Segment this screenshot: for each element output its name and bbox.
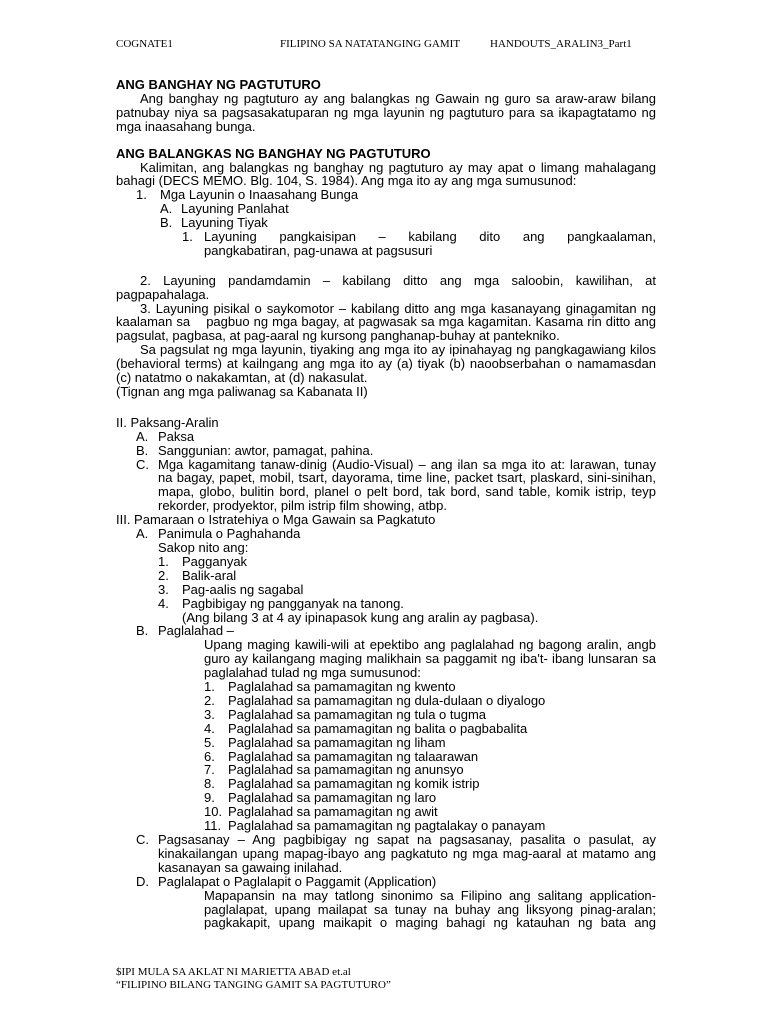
list-number: 8. (204, 776, 215, 792)
list-item (116, 597, 656, 611)
paragraph-saykomotor: 3. Layuning pisikal o saykomotor – kabilang ditto ang mga kasanayang ginagamitan ng kaalaman sa pagbuo ng mga bagay, at pagwasak sa mga kagamitan. Kasama rin ditto ang pagsulat, pagbasa, at pag-aaral ng kursong panghanap-buhay at pantekniko. (116, 300, 660, 344)
list-text: Paglalahad sa pamamagitan ng pagtalakay o panayam (228, 818, 546, 834)
list-text: Paglalahad sa pamamagitan ng tula o tugma (228, 706, 487, 722)
paragraph-paglalahad-text: Upang maging kawili-wili at epektibo ang paglalahad ng bagong aralin, angb guro ay kailangang maging malikhain sa paggamit ng iba't- ibang lunsaran sa paglalahad tulad ng mga sumusunod: (204, 637, 656, 681)
list-number: 1. (136, 187, 147, 203)
list-item (116, 791, 656, 805)
list-letter: A. (136, 428, 149, 444)
sakop-text: Sakop nito ang: (158, 539, 249, 555)
list-item (116, 694, 656, 708)
list-item (116, 569, 656, 583)
list-item-panlahat (116, 202, 656, 216)
paragraph-pandamdamin: 2. Layuning pandamdamin – kabilang ditto ang mga saloobin, kawilihan, at pagpapahalaga. (116, 272, 656, 302)
list-item (116, 777, 656, 791)
list-item (116, 555, 656, 569)
list-number: 2. (158, 567, 169, 583)
list-number: 1. (204, 679, 215, 695)
list-item-pagsasanay (116, 833, 656, 875)
list-number: 1. (158, 553, 169, 569)
note-text: (Ang bilang 3 at 4 ay ipinapasok kung ang aralin ay pagbasa). (182, 609, 539, 625)
list-item (116, 708, 656, 722)
list-text: Layuning Tiyak (181, 215, 268, 231)
list-text: Paglalahad sa pamamagitan ng awit (228, 804, 438, 820)
paragraph-paglalapat: Mapapansin na may tatlong sinonimo sa Filipino ang salitang application- paglalapat, upang mailapat sa tunay na buhay ang liksyong pinag-aralan; pagkakapit, upang maikapit o maging bahagi ng katauhan ng bata ang (204, 887, 656, 931)
document-body (116, 77, 660, 931)
list-text: Paglalahad sa pamamagitan ng anunsyo (228, 762, 464, 778)
list-text: Paglalahad sa pamamagitan ng liham (228, 734, 446, 750)
list-letter: B. (160, 215, 173, 231)
list-item-sanggunian (116, 444, 656, 458)
list-number: 11. (204, 818, 222, 834)
list-text: Mga Layunin o Inaasahang Bunga (160, 187, 359, 203)
list-text: Paglalahad sa pamamagitan ng laro (228, 790, 437, 806)
section-heading-balangkas: ANG BALANGKAS NG BANGHAY NG PAGTUTURO (116, 145, 431, 161)
list-number: 2. (204, 692, 215, 708)
list-text: Paglalahad sa pamamagitan ng kwento (228, 679, 456, 695)
list-number: 10. (204, 804, 223, 820)
list-text: Paglalahad sa pamamagitan ng balita o pagbabalita (228, 720, 528, 736)
list-item-tiyak (116, 216, 656, 230)
list-item (116, 722, 656, 736)
list-text: Paglalahad sa pamamagitan ng dula-dulaan o diyalogo (228, 692, 546, 708)
list-letter: B. (136, 623, 149, 639)
list-text: Paglalahad sa pamamagitan ng talaarawan (228, 748, 479, 764)
list-item-paglalahad (116, 624, 656, 638)
list-letter: A. (136, 526, 149, 542)
paglalahad-list (116, 680, 656, 833)
list-text: Paglalahad sa pamamagitan ng komik istrip (228, 776, 480, 792)
list-item (116, 680, 656, 694)
list-number: 4. (204, 720, 215, 736)
footer-line1: $IPI MULA SA AKLAT NI MARIETTA ABAD et.al (116, 966, 351, 978)
list-item-kagamitan (116, 458, 656, 514)
section-heading-paksang-aralin: II. Paksang-Aralin (116, 414, 219, 430)
list-item (116, 763, 656, 777)
list-text: Panimula o Paghahanda (158, 526, 301, 542)
list-text: Layuning Panlahat (181, 201, 289, 217)
list-item-panimula (116, 527, 656, 541)
list-text: Pagbibigay ng pangganyak na tanong. (182, 595, 404, 611)
list-text-line2: pangkabatiran, pag-unawa at pagsusuri (204, 242, 433, 258)
list-item-paglalapat (116, 875, 656, 889)
list-number: 6. (204, 748, 215, 764)
list-text: Balik-aral (182, 567, 237, 583)
list-text-line1: Layuning pangkaisipan – kabilang dito ang pangkaalaman, (204, 229, 656, 245)
list-number: 5. (204, 734, 215, 750)
list-item-layunin (116, 188, 656, 202)
list-item (116, 583, 656, 597)
paragraph-pagsulat: Sa pagsulat ng mga layunin, tiyaking ang mga ito ay ipinahayag ng pangkagawiang kilos (behavioral terms) at kailngang ang mga ito ay (a) tiyak (b) naoobserbahan o namamasdan (c) natatmo o nakakamtan, at (d) nakasulat. (116, 342, 656, 386)
list-letter: B. (136, 442, 149, 458)
list-number: 1. (182, 229, 193, 245)
header-right: HANDOUTS_ARALIN3_Part1 (490, 38, 632, 50)
paragraph-balangkas-intro: Kalimitan, ang balangkas ng banghay ng pagtuturo ay may apat o limang mahalagang bahagi (DECS MEMO. Blg. 104, S. 1984). Ang mga ito ay ang mga sumusunod: (116, 159, 656, 189)
header-left: COGNATE1 (116, 38, 173, 50)
list-number: 4. (158, 595, 169, 611)
list-letter: C. (136, 456, 149, 472)
list-text: Sanggunian: awtor, pamagat, pahina. (158, 442, 374, 458)
list-item (116, 750, 656, 764)
list-text: Pagsasanay – Ang pagbibigay ng sapat na pagsasanay, pasalita o pasulat, ay kinakailangan upang mapag-ibayo ang pagkatuto ng mga mag-aaral at matamo ang kasanayan sa gawaing inilahad. (158, 832, 656, 875)
list-item (116, 819, 656, 833)
header-center: FILIPINO SA NATATANGING GAMIT (280, 38, 461, 50)
list-text: Paglalapat o Paglalapit o Paggamit (Application) (158, 873, 437, 889)
list-text: Pagganyak (182, 553, 248, 569)
list-number: 7. (204, 762, 215, 778)
paragraph-banghay: Ang banghay ng pagtuturo ay ang balangkas ng Gawain ng guro sa araw-araw bilang patnubay niya sa pagsasakatuparan ng mga layunin ng pagtuturo para sa ikapagtatamo ng mga inaasahang bunga. (116, 90, 656, 134)
list-text: Paglalahad – (158, 623, 234, 639)
list-letter: D. (136, 873, 149, 889)
paragraph-paglalahad (116, 638, 656, 680)
list-text: Paksa (158, 428, 195, 444)
paragraph-tignan: (Tignan ang mga paliwanag sa Kabanata II) (116, 384, 368, 400)
list-letter: C. (136, 832, 149, 847)
section-heading-pamaraan: III. Pamaraan o Istratehiya o Mga Gawain sa Pagkatuto (116, 512, 436, 528)
list-item-paksa (116, 430, 656, 444)
list-item (116, 736, 656, 750)
footer-line2: “FILIPINO BILANG TANGING GAMIT SA PAGTUTURO” (116, 979, 391, 991)
list-number: 9. (204, 790, 215, 806)
list-number: 3. (158, 581, 169, 597)
list-letter: A. (160, 201, 173, 217)
section-heading-banghay: ANG BANGHAY NG PAGTUTURO (116, 77, 321, 92)
list-text: Mga kagamitang tanaw-dinig (Audio-Visual) – ang ilan sa mga ito at: larawan, tunay na bagay, papet, mobil, tsart, dayorama, time line, packet tsart, plaskard, sini-sinihan, mapa, globo, bulitin bord, planel o pelt bord, tak bord, sand table, komik istrip, teyp rekorder, prodyektor, pilm istrip film showing, atbp. (158, 456, 656, 514)
list-item (116, 805, 656, 819)
list-item-pangkaisipan (116, 230, 656, 258)
list-number: 3. (204, 706, 215, 722)
list-text: Pag-aalis ng sagabal (182, 581, 304, 597)
